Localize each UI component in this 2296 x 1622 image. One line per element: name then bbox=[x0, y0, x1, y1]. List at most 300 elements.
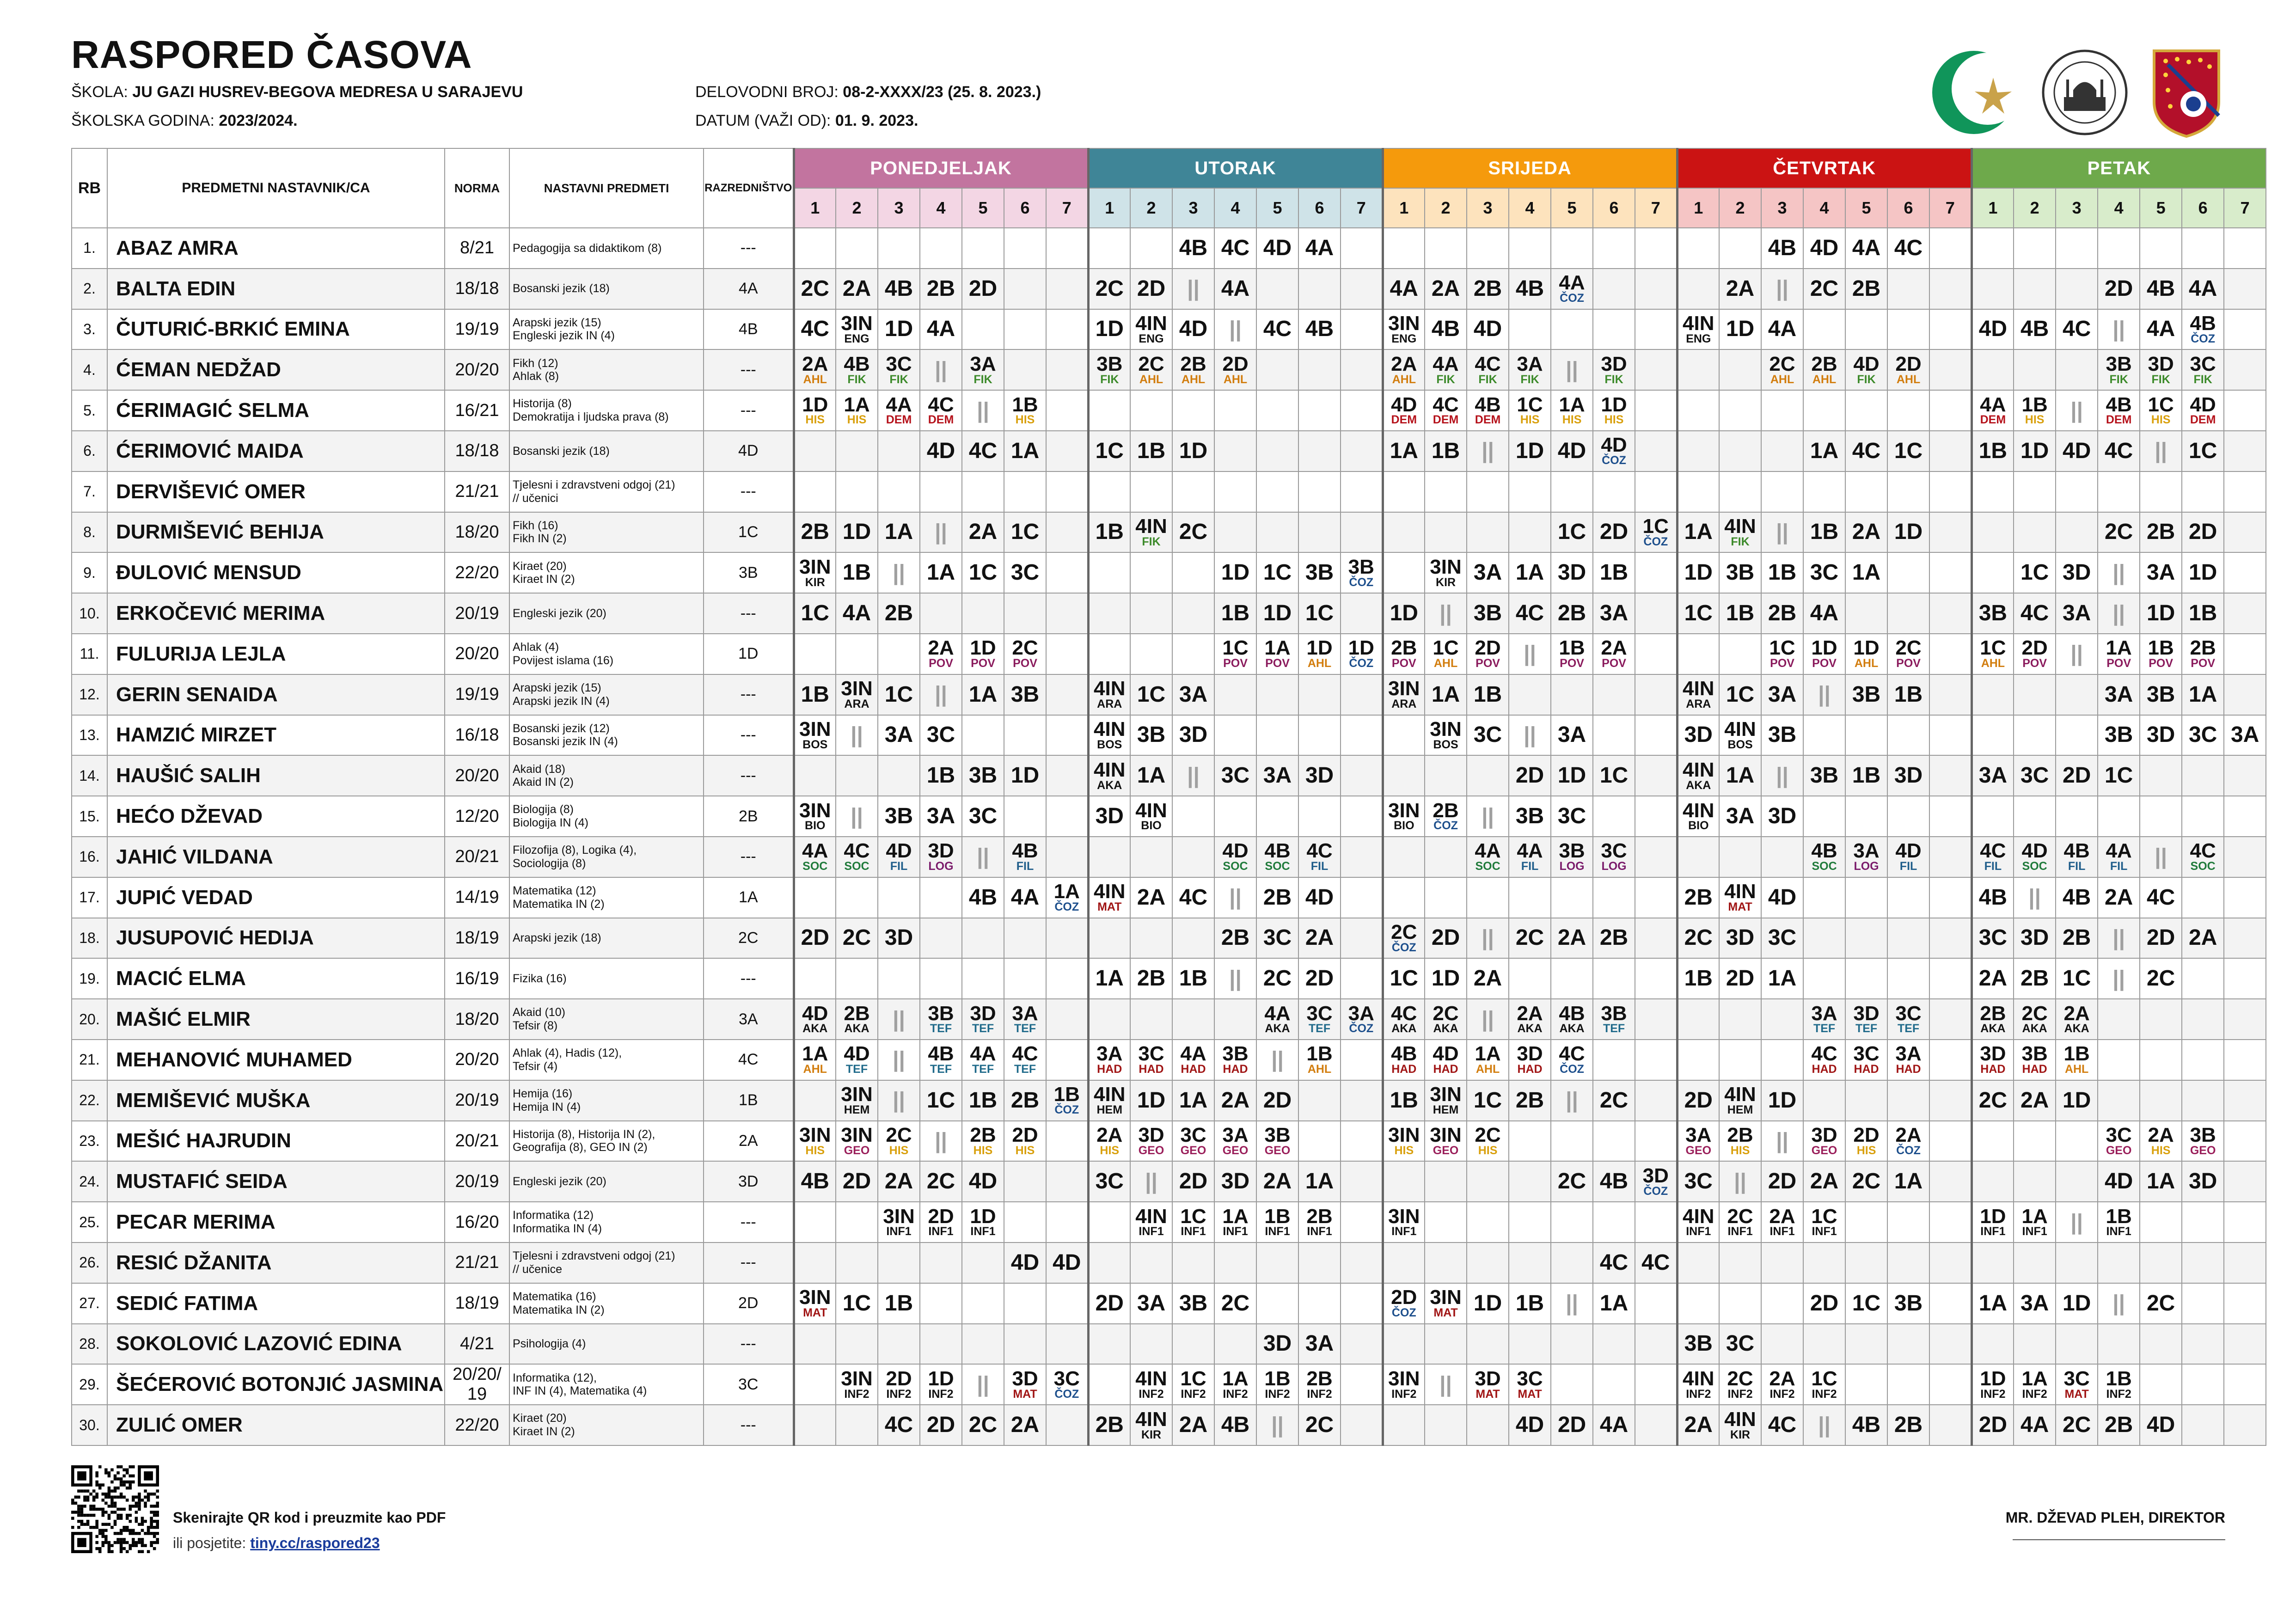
lesson-cell bbox=[1761, 796, 1803, 837]
lesson-cell bbox=[962, 918, 1004, 959]
document-number-line bbox=[695, 83, 1041, 101]
lesson-cell bbox=[1256, 228, 1298, 269]
lesson-cell bbox=[1341, 471, 1383, 512]
lesson-cell bbox=[1887, 999, 1929, 1040]
lesson-class-code: 4D bbox=[2190, 393, 2216, 416]
lesson-cell bbox=[836, 918, 878, 959]
teacher-row bbox=[72, 1243, 2266, 1283]
lesson-class-code: 1A bbox=[1431, 682, 1460, 707]
homeroom-class: 4C bbox=[704, 1040, 794, 1080]
lesson-subject-code: AHL bbox=[1307, 1063, 1332, 1076]
teacher-name: ERKOČEVIĆ MERIMA bbox=[107, 593, 445, 634]
lesson-cell bbox=[1719, 431, 1761, 471]
lesson-cell bbox=[1635, 1324, 1677, 1365]
lesson-class-code: 1C bbox=[1010, 520, 1040, 545]
lesson-cell bbox=[2140, 837, 2182, 877]
homeroom-class: --- bbox=[704, 593, 794, 634]
lesson-cell bbox=[1256, 431, 1298, 471]
lesson-class-code: 4IN bbox=[1094, 718, 1126, 741]
document-header bbox=[71, 32, 2225, 148]
lesson-cell bbox=[1803, 999, 1845, 1040]
lesson-cell bbox=[1593, 390, 1635, 431]
lesson-cell bbox=[1298, 228, 1341, 269]
lesson-class-code: 4D bbox=[2146, 1413, 2175, 1438]
row-number: 12. bbox=[72, 674, 107, 715]
lesson-cell bbox=[1088, 1040, 1130, 1080]
lesson-cell bbox=[1256, 796, 1298, 837]
lesson-subject-code: AHL bbox=[1223, 373, 1248, 386]
lesson-cell bbox=[2224, 552, 2266, 593]
lesson-cell bbox=[1635, 999, 1677, 1040]
lesson-class-code: 3A bbox=[2062, 601, 2091, 626]
lesson-class-code: 1A bbox=[1305, 1169, 1334, 1194]
lesson-cell bbox=[2056, 1040, 2098, 1080]
lesson-cell bbox=[1509, 309, 1551, 350]
lesson-cell bbox=[1341, 390, 1383, 431]
lesson-cell bbox=[1130, 674, 1172, 715]
lesson-cell bbox=[1214, 1161, 1256, 1202]
lesson-class-code: 1A bbox=[1894, 1169, 1923, 1194]
lesson-cell bbox=[2056, 309, 2098, 350]
lesson-cell bbox=[1214, 269, 1256, 309]
lesson-subject-code: INF2 bbox=[2022, 1387, 2047, 1401]
lesson-cell bbox=[1803, 1364, 1845, 1405]
lesson-class-code: 2A bbox=[884, 1169, 913, 1194]
row-number: 22. bbox=[72, 1080, 107, 1121]
lesson-cell bbox=[1845, 228, 1887, 269]
lesson-cell bbox=[1551, 1040, 1593, 1080]
lesson-cell bbox=[1551, 1202, 1593, 1243]
lesson-class-code: 3IN bbox=[799, 555, 831, 578]
lesson-class-code: 4C bbox=[1012, 1042, 1038, 1065]
lesson-class-code: 2B bbox=[1263, 885, 1292, 910]
lesson-cell bbox=[794, 349, 836, 390]
lesson-cell bbox=[1635, 918, 1677, 959]
lesson-cell bbox=[1509, 1283, 1551, 1324]
lesson-class-code: 4A bbox=[886, 393, 912, 416]
lesson-cell bbox=[1845, 755, 1887, 796]
lesson-cell bbox=[962, 512, 1004, 553]
lesson-class-code: 4C bbox=[928, 393, 954, 416]
lesson-cell bbox=[1971, 1080, 2014, 1121]
lesson-class-code: 2B bbox=[1727, 1124, 1753, 1147]
lesson-cell bbox=[2140, 309, 2182, 350]
lesson-cell bbox=[1929, 1080, 1971, 1121]
lesson-subject-code: INF1 bbox=[2106, 1225, 2131, 1238]
lesson-cell bbox=[1383, 471, 1425, 512]
qr-code-icon[interactable] bbox=[71, 1465, 159, 1553]
subjects-taught: Filozofija (8), Logika (4), Sociologija (8) bbox=[509, 837, 704, 877]
lesson-class-code: 3C bbox=[2190, 352, 2216, 375]
lesson-class-code: 3B bbox=[1978, 601, 2008, 626]
lesson-class-code: 2B bbox=[844, 1002, 870, 1025]
lesson-class-code: 3B bbox=[1179, 1291, 1208, 1316]
lesson-cell bbox=[962, 552, 1004, 593]
lesson-class-code: 4A bbox=[1852, 235, 1881, 260]
lesson-subject-code: TEF bbox=[972, 1063, 994, 1076]
lesson-class-code: 4D bbox=[2021, 839, 2048, 863]
row-number: 6. bbox=[72, 431, 107, 471]
day-header: ČETVRTAK bbox=[1677, 148, 1971, 188]
lesson-cell bbox=[794, 1080, 836, 1121]
subjects-taught: Tjelesni i zdravstveni odgoj (21) // učenice bbox=[509, 1243, 704, 1283]
lesson-cell bbox=[1130, 958, 1172, 999]
lesson-class-code: 3IN bbox=[841, 1083, 873, 1106]
lesson-class-code: 2D bbox=[2146, 925, 2175, 950]
lesson-cell bbox=[2056, 634, 2098, 674]
lesson-class-code: 2D bbox=[928, 1205, 954, 1228]
lesson-class-code: 2C bbox=[2146, 1291, 2175, 1316]
homeroom-class: 4A bbox=[704, 269, 794, 309]
lesson-class-code: 4A bbox=[1810, 601, 1839, 626]
lesson-cell bbox=[1677, 1364, 1719, 1405]
lesson-cell bbox=[1467, 837, 1509, 877]
lesson-cell bbox=[1761, 1364, 1803, 1405]
lesson-cell bbox=[1256, 958, 1298, 999]
lesson-class-code: 1D bbox=[1473, 1291, 1502, 1316]
lesson-class-code: 3C bbox=[1978, 925, 2008, 950]
lesson-subject-code: POV bbox=[1476, 657, 1500, 670]
lesson-cell bbox=[2182, 1405, 2224, 1445]
lesson-subject-code: AHL bbox=[2064, 1063, 2089, 1076]
lesson-class-code: 3IN bbox=[799, 1286, 831, 1309]
lesson-cell bbox=[1677, 918, 1719, 959]
lesson-cell bbox=[2182, 634, 2224, 674]
lesson-cell bbox=[920, 1324, 962, 1365]
lesson-cell bbox=[920, 1202, 962, 1243]
break-marker: || bbox=[1776, 276, 1788, 301]
break-marker: || bbox=[1482, 925, 1494, 950]
lesson-cell bbox=[2224, 390, 2266, 431]
lesson-cell bbox=[2140, 877, 2182, 918]
row-number: 30. bbox=[72, 1405, 107, 1445]
lesson-cell bbox=[1803, 877, 1845, 918]
lesson-subject-code: AKA bbox=[1559, 1022, 1585, 1035]
lesson-cell bbox=[2140, 431, 2182, 471]
lesson-class-code: 3C bbox=[2063, 1367, 2090, 1390]
lesson-cell bbox=[1383, 1405, 1425, 1445]
lesson-class-code: 3C bbox=[1473, 722, 1502, 747]
lesson-class-code: 4C bbox=[1852, 438, 1881, 463]
lesson-cell bbox=[836, 877, 878, 918]
lesson-class-code: 2B bbox=[1306, 1205, 1333, 1228]
lesson-cell bbox=[794, 755, 836, 796]
lesson-cell bbox=[1719, 1324, 1761, 1365]
lesson-cell bbox=[1887, 715, 1929, 756]
lesson-cell bbox=[794, 1040, 836, 1080]
break-marker: || bbox=[1566, 1291, 1578, 1316]
lesson-cell bbox=[1046, 1364, 1088, 1405]
lesson-class-code: 1B bbox=[1473, 682, 1502, 707]
lesson-cell bbox=[836, 755, 878, 796]
lesson-cell bbox=[1172, 918, 1214, 959]
lesson-cell bbox=[1425, 1080, 1467, 1121]
valid-date-label: DATUM (VAŽI OD): bbox=[695, 112, 831, 129]
lesson-class-code: 4C bbox=[1221, 235, 1250, 260]
lesson-cell bbox=[2224, 877, 2266, 918]
lesson-class-code: 2C bbox=[1852, 1169, 1881, 1194]
lesson-cell bbox=[1130, 552, 1172, 593]
lesson-class-code: 4D bbox=[1473, 317, 1502, 342]
column-header-subjects: NASTAVNI PREDMETI bbox=[509, 148, 704, 228]
lesson-class-code: 2B bbox=[1557, 601, 1586, 626]
lesson-class-code: 3D bbox=[2062, 560, 2091, 585]
homeroom-class: 2C bbox=[704, 918, 794, 959]
homeroom-class: --- bbox=[704, 1202, 794, 1243]
lesson-cell bbox=[1425, 634, 1467, 674]
lesson-cell bbox=[1256, 593, 1298, 634]
subjects-taught: Engleski jezik (20) bbox=[509, 1161, 704, 1202]
lesson-subject-code: BOS bbox=[802, 738, 828, 751]
lesson-class-code: 3B bbox=[1601, 1002, 1627, 1025]
lesson-class-code: 1D bbox=[1221, 560, 1250, 585]
lesson-subject-code: HIS bbox=[1604, 413, 1624, 427]
lesson-cell bbox=[1383, 1080, 1425, 1121]
lesson-cell bbox=[1298, 552, 1341, 593]
lesson-cell bbox=[1971, 1324, 2014, 1365]
lesson-cell bbox=[1004, 1283, 1046, 1324]
period-number: 3 bbox=[2056, 188, 2098, 228]
lesson-cell bbox=[1425, 228, 1467, 269]
lesson-cell bbox=[1088, 918, 1130, 959]
lesson-cell bbox=[1887, 1405, 1929, 1445]
lesson-class-code: 2D bbox=[1137, 276, 1166, 301]
lesson-class-code: 3B bbox=[1137, 722, 1166, 747]
lesson-cell bbox=[2182, 269, 2224, 309]
lesson-class-code: 1C bbox=[2020, 560, 2049, 585]
lesson-class-code: 4B bbox=[2106, 393, 2132, 416]
lesson-class-code: 3IN bbox=[841, 1367, 873, 1390]
lesson-class-code: 2C bbox=[842, 925, 871, 950]
lesson-cell bbox=[1593, 349, 1635, 390]
lesson-class-code: 4A bbox=[1517, 839, 1543, 863]
lesson-cell bbox=[1971, 1283, 2014, 1324]
lesson-class-code: 4C bbox=[1391, 1002, 1417, 1025]
lesson-class-code: 2A bbox=[1726, 276, 1755, 301]
lesson-cell bbox=[1677, 1202, 1719, 1243]
lesson-cell bbox=[1887, 1080, 1929, 1121]
lesson-cell bbox=[1130, 512, 1172, 553]
teacher-name: JAHIĆ VILDANA bbox=[107, 837, 445, 877]
lesson-cell bbox=[2014, 1161, 2056, 1202]
lesson-cell bbox=[1172, 269, 1214, 309]
lesson-cell bbox=[1593, 431, 1635, 471]
lesson-subject-code: HIS bbox=[1100, 1144, 1120, 1157]
day-header: PETAK bbox=[1971, 148, 2266, 188]
lesson-cell bbox=[1298, 796, 1341, 837]
lesson-cell bbox=[1298, 755, 1341, 796]
lesson-cell bbox=[1509, 1202, 1551, 1243]
lesson-class-code: 3D bbox=[1768, 804, 1797, 829]
lesson-subject-code: LOG bbox=[1601, 860, 1627, 873]
lesson-class-code: 2A bbox=[1179, 1413, 1208, 1438]
lesson-cell bbox=[1298, 1040, 1341, 1080]
lesson-subject-code: INF2 bbox=[1223, 1387, 1248, 1401]
lesson-cell bbox=[1383, 431, 1425, 471]
teacher-row bbox=[72, 674, 2266, 715]
lesson-cell bbox=[1130, 999, 1172, 1040]
lesson-subject-code: ENG bbox=[1686, 332, 1711, 345]
lesson-class-code: 4C bbox=[1515, 601, 1544, 626]
lesson-cell bbox=[1593, 1040, 1635, 1080]
lesson-subject-code: KIR bbox=[1141, 1428, 1162, 1441]
lesson-cell bbox=[1046, 715, 1088, 756]
lesson-cell bbox=[1341, 1202, 1383, 1243]
teacher-row bbox=[72, 796, 2266, 837]
lesson-class-code: 3IN bbox=[799, 1124, 831, 1147]
lesson-subject-code: AHL bbox=[1854, 657, 1879, 670]
lesson-class-code: 4C bbox=[1306, 839, 1333, 863]
lesson-cell bbox=[1803, 471, 1845, 512]
lesson-cell bbox=[1256, 1405, 1298, 1445]
lesson-cell bbox=[1719, 796, 1761, 837]
lesson-cell bbox=[1214, 796, 1256, 837]
teacher-name: ŠEĆEROVIĆ BOTONJIĆ JASMINA bbox=[107, 1364, 445, 1405]
lesson-cell bbox=[1425, 1121, 1467, 1162]
break-marker: || bbox=[2112, 1291, 2125, 1316]
lesson-cell bbox=[920, 349, 962, 390]
lesson-cell bbox=[1971, 512, 2014, 553]
homeroom-class: 3B bbox=[704, 552, 794, 593]
lesson-cell bbox=[1130, 1040, 1172, 1080]
lesson-cell bbox=[794, 593, 836, 634]
lesson-cell bbox=[1803, 1121, 1845, 1162]
teacher-row bbox=[72, 471, 2266, 512]
lesson-class-code: 1B bbox=[2188, 601, 2217, 626]
lesson-subject-code: FIL bbox=[1899, 860, 1917, 873]
lesson-cell bbox=[794, 552, 836, 593]
lesson-subject-code: ČOZ bbox=[1054, 1103, 1079, 1117]
lesson-subject-code: FIL bbox=[1521, 860, 1539, 873]
lesson-subject-code: HAD bbox=[1433, 1063, 1458, 1076]
lesson-class-code: 3C bbox=[1010, 560, 1040, 585]
lesson-cell bbox=[1467, 593, 1509, 634]
lesson-cell bbox=[1593, 512, 1635, 553]
lesson-subject-code: FIL bbox=[890, 860, 908, 873]
lesson-cell bbox=[2014, 1405, 2056, 1445]
lesson-cell bbox=[1845, 471, 1887, 512]
lesson-cell bbox=[836, 269, 878, 309]
lesson-class-code: 3B bbox=[1810, 763, 1839, 788]
lesson-cell bbox=[836, 1243, 878, 1283]
lesson-cell bbox=[2098, 1405, 2140, 1445]
lesson-subject-code: BOS bbox=[1727, 738, 1753, 751]
lesson-cell bbox=[2056, 552, 2098, 593]
lesson-class-code: 1A bbox=[1515, 560, 1544, 585]
lesson-cell bbox=[836, 715, 878, 756]
lesson-class-code: 1B bbox=[926, 763, 955, 788]
lesson-cell bbox=[1635, 877, 1677, 918]
lesson-class-code: 2C bbox=[1515, 925, 1544, 950]
lesson-cell bbox=[878, 431, 920, 471]
lesson-cell bbox=[1004, 837, 1046, 877]
lesson-cell bbox=[1467, 390, 1509, 431]
lesson-cell bbox=[962, 634, 1004, 674]
row-number: 10. bbox=[72, 593, 107, 634]
lesson-class-code: 4D bbox=[926, 438, 955, 463]
break-marker: || bbox=[1776, 1128, 1788, 1153]
lesson-cell bbox=[2098, 269, 2140, 309]
lesson-cell bbox=[1046, 634, 1088, 674]
lesson-cell bbox=[2224, 837, 2266, 877]
lesson-cell bbox=[1214, 755, 1256, 796]
lesson-cell bbox=[1635, 552, 1677, 593]
lesson-cell bbox=[1719, 755, 1761, 796]
lesson-subject-code: BIO bbox=[805, 819, 826, 832]
lesson-cell bbox=[878, 958, 920, 999]
lesson-class-code: 3D bbox=[2146, 722, 2175, 747]
lesson-cell bbox=[1845, 1283, 1887, 1324]
lesson-cell bbox=[1425, 1364, 1467, 1405]
lesson-cell bbox=[1298, 1121, 1341, 1162]
lesson-cell bbox=[2182, 877, 2224, 918]
lesson-cell bbox=[1004, 512, 1046, 553]
lesson-cell bbox=[1677, 877, 1719, 918]
lesson-subject-code: MAT bbox=[1013, 1387, 1037, 1401]
lesson-class-code: 2A bbox=[1305, 925, 1334, 950]
lesson-cell bbox=[1551, 1364, 1593, 1405]
lesson-class-code: 2A bbox=[2063, 1002, 2090, 1025]
lesson-cell bbox=[794, 1364, 836, 1405]
lesson-class-code: 3B bbox=[1348, 555, 1374, 578]
lesson-class-code: 1C bbox=[2062, 966, 2091, 991]
break-marker: || bbox=[1439, 601, 1452, 626]
lesson-cell bbox=[1425, 1283, 1467, 1324]
teaching-norm: 12/20 bbox=[445, 796, 509, 837]
lesson-class-code: 2B bbox=[1137, 966, 1166, 991]
schedule-link[interactable]: tiny.cc/raspored23 bbox=[250, 1535, 380, 1551]
subjects-taught: Bosanski jezik (18) bbox=[509, 269, 704, 309]
lesson-class-code: 3D bbox=[1095, 804, 1124, 829]
lesson-cell bbox=[1256, 918, 1298, 959]
lesson-cell bbox=[1929, 1364, 1971, 1405]
lesson-cell bbox=[1887, 228, 1929, 269]
lesson-class-code: 3C bbox=[1053, 1367, 1080, 1390]
lesson-cell bbox=[2098, 471, 2140, 512]
teaching-norm: 22/20 bbox=[445, 552, 509, 593]
lesson-class-code: 2D bbox=[1179, 1169, 1208, 1194]
lesson-cell bbox=[1214, 593, 1256, 634]
lesson-cell bbox=[1004, 552, 1046, 593]
period-number: 7 bbox=[1341, 188, 1383, 228]
lesson-class-code: 2C bbox=[968, 1413, 998, 1438]
lesson-cell bbox=[1341, 1364, 1383, 1405]
lesson-class-code: 1A bbox=[1222, 1205, 1249, 1228]
lesson-cell bbox=[1929, 634, 1971, 674]
lesson-class-code: 1D bbox=[842, 520, 871, 545]
teacher-row bbox=[72, 918, 2266, 959]
subjects-taught: Ahlak (4) Povijest islama (16) bbox=[509, 634, 704, 674]
lesson-class-code: 3D bbox=[1221, 1169, 1250, 1194]
lesson-cell bbox=[1298, 837, 1341, 877]
lesson-class-code: 4B bbox=[884, 276, 913, 301]
lesson-class-code: 4B bbox=[1012, 839, 1038, 863]
lesson-class-code: 4D bbox=[1263, 235, 1292, 260]
lesson-cell bbox=[1803, 1405, 1845, 1445]
period-number: 3 bbox=[1467, 188, 1509, 228]
lesson-subject-code: MAT bbox=[1097, 900, 1122, 914]
lesson-cell bbox=[1593, 593, 1635, 634]
lesson-cell bbox=[1383, 674, 1425, 715]
lesson-cell bbox=[2182, 1121, 2224, 1162]
break-marker: || bbox=[851, 804, 863, 829]
lesson-subject-code: INF1 bbox=[1727, 1225, 1753, 1238]
column-header-norm: NORMA bbox=[445, 148, 509, 228]
lesson-class-code: 4D bbox=[1810, 235, 1839, 260]
lesson-class-code: 3IN bbox=[1388, 799, 1420, 822]
lesson-cell bbox=[878, 593, 920, 634]
lesson-cell bbox=[2224, 309, 2266, 350]
